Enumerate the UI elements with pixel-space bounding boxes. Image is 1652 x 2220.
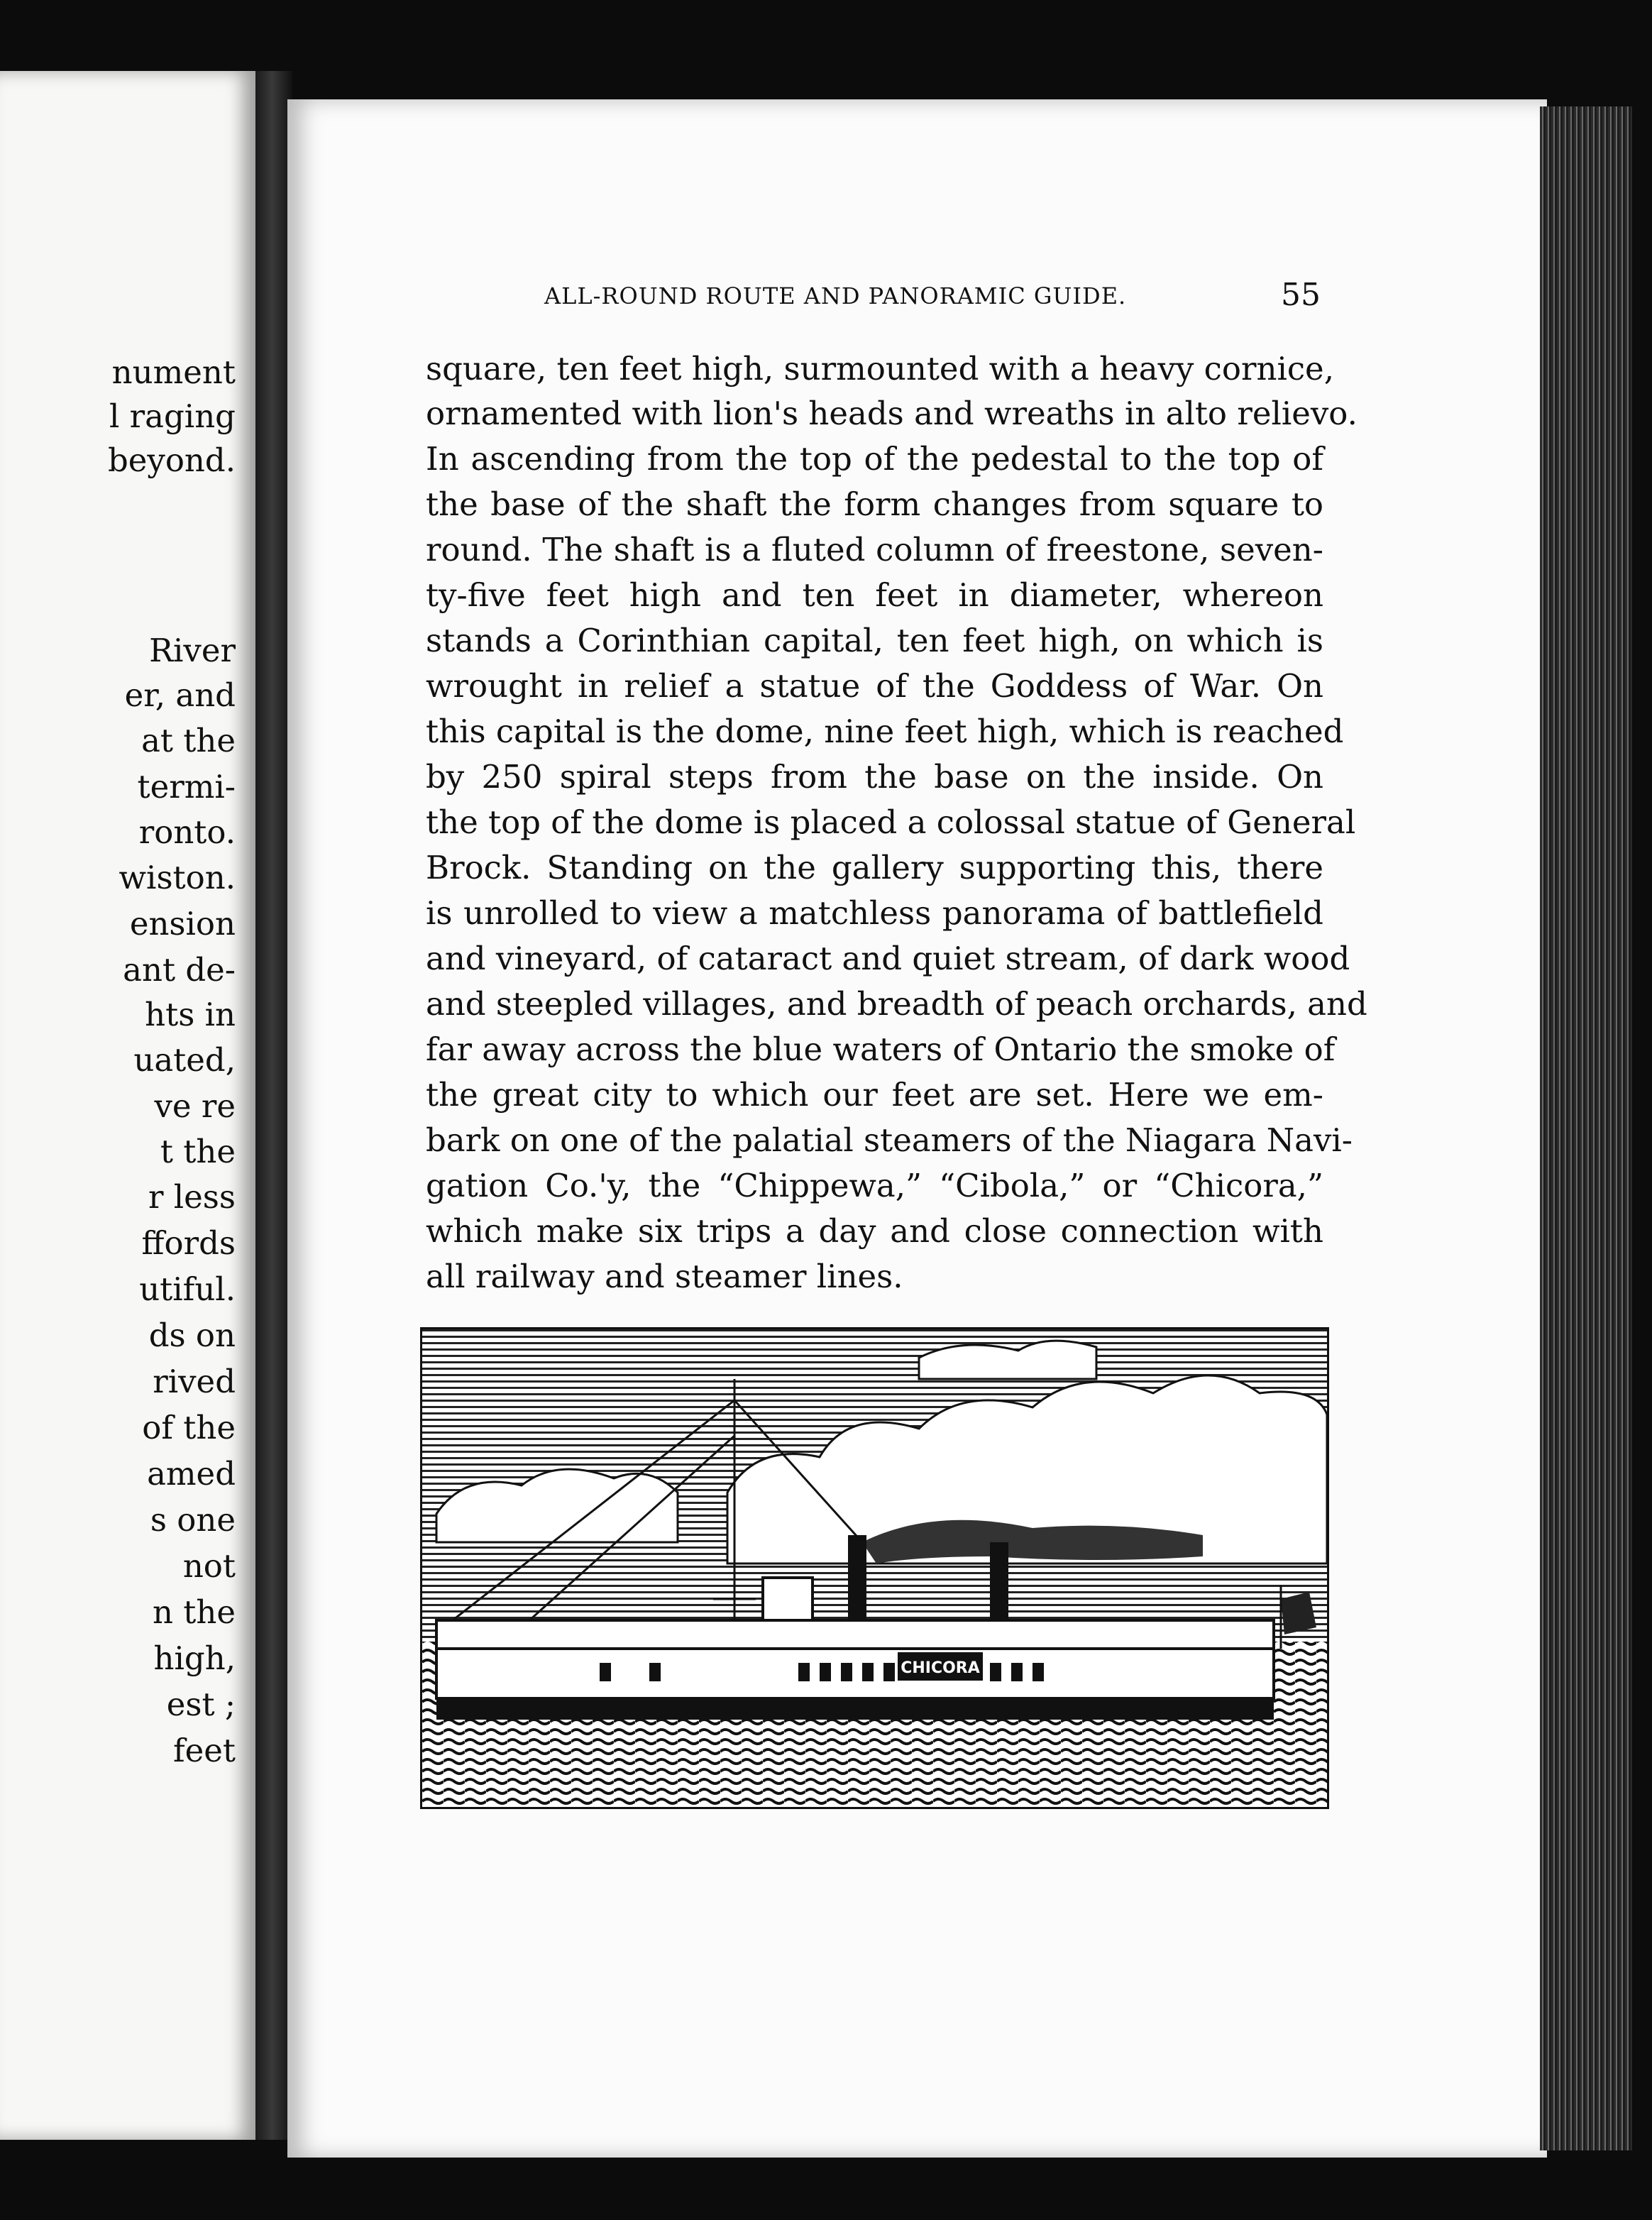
prev-line: s one <box>150 1501 236 1539</box>
prev-line: wiston. <box>119 859 236 896</box>
text-line: far away across the blue waters of Ontario the smoke of <box>426 1031 1336 1068</box>
text-line: gation Co.'y, the “Chippewa,” “Cibola,” or “Chicora,” <box>426 1167 1323 1204</box>
prev-line: ve re <box>154 1087 236 1125</box>
text-line: and vineyard, of cataract and quiet stream, of dark wood <box>426 940 1350 977</box>
text-line: which make six trips a day and close connection with <box>426 1212 1323 1250</box>
steamer-illustration <box>420 1327 1329 1809</box>
text-line: is unrolled to view a matchless panorama of battlefield <box>426 894 1323 932</box>
prev-line: utiful. <box>139 1270 236 1308</box>
ship-name: CHICORA <box>901 1659 980 1677</box>
prev-line: er, and <box>124 676 236 714</box>
text-line: the base of the shaft the form changes from square to <box>426 485 1323 523</box>
prev-line: amed <box>147 1455 236 1493</box>
text-line: bark on one of the palatial steamers of the Niagara Navi- <box>426 1121 1353 1159</box>
prev-line: n the <box>153 1593 236 1631</box>
prev-line: not <box>182 1547 236 1585</box>
text-line: the top of the dome is placed a colossal statue of General <box>426 803 1356 841</box>
prev-line: termi- <box>137 768 236 806</box>
prev-line: nument <box>111 353 236 391</box>
previous-page <box>0 71 255 2140</box>
prev-line: rived <box>153 1363 236 1400</box>
text-line: Brock. Standing on the gallery supporting this, there <box>426 849 1323 886</box>
funnel <box>848 1535 866 1627</box>
page-edges <box>1540 106 1632 2150</box>
prev-line: ronto. <box>138 813 236 851</box>
prev-line: ffords <box>141 1224 236 1262</box>
prev-line: l raging <box>109 397 236 435</box>
text-line: square, ten feet high, surmounted with a heavy cornice, <box>426 350 1334 388</box>
prev-line: ant de- <box>123 951 236 989</box>
prev-line: uated, <box>133 1041 236 1079</box>
text-line: the great city to which our feet are set. Here we em- <box>426 1076 1323 1114</box>
prev-line: River <box>149 632 236 669</box>
text-line: by 250 spiral steps from the base on the inside. On <box>426 758 1323 796</box>
prev-line: ension <box>129 905 236 943</box>
text-line: all railway and steamer lines. <box>426 1258 903 1295</box>
prev-line: beyond. <box>107 441 236 479</box>
pilot-house <box>763 1578 813 1620</box>
prev-line: r less <box>148 1178 236 1216</box>
text-line: ty-five feet high and ten feet in diameter, whereon <box>426 576 1323 614</box>
text-line: round. The shaft is a fluted column of freestone, seven- <box>426 531 1323 568</box>
prev-line: at the <box>141 722 236 759</box>
text-line: In ascending from the top of the pedestal to the top of <box>426 440 1323 478</box>
prev-line: high, <box>153 1639 236 1677</box>
text-line: stands a Corinthian capital, ten feet high, on which is <box>426 622 1323 659</box>
text-line: and steepled villages, and breadth of peach orchards, and <box>426 985 1367 1023</box>
funnel <box>990 1542 1008 1627</box>
ship-hull <box>436 1620 1274 1720</box>
prev-line: hts in <box>145 996 236 1033</box>
text-line: wrought in relief a statue of the Goddess of War. On <box>426 667 1323 705</box>
text-line: this capital is the dome, nine feet high, which is reached <box>426 713 1344 750</box>
prev-line: feet <box>172 1732 236 1769</box>
running-head: ALL-ROUND ROUTE AND PANORAMIC GUIDE. <box>544 282 1127 309</box>
prev-line: of the <box>142 1409 236 1446</box>
text-line: ornamented with lion's heads and wreaths in alto relievo. <box>426 395 1358 432</box>
prev-line: t the <box>160 1133 236 1170</box>
prev-line: ds on <box>148 1317 236 1354</box>
page-number: 55 <box>1281 277 1321 313</box>
steamer-engraving <box>422 1329 1327 1807</box>
prev-line: est ; <box>166 1686 236 1723</box>
